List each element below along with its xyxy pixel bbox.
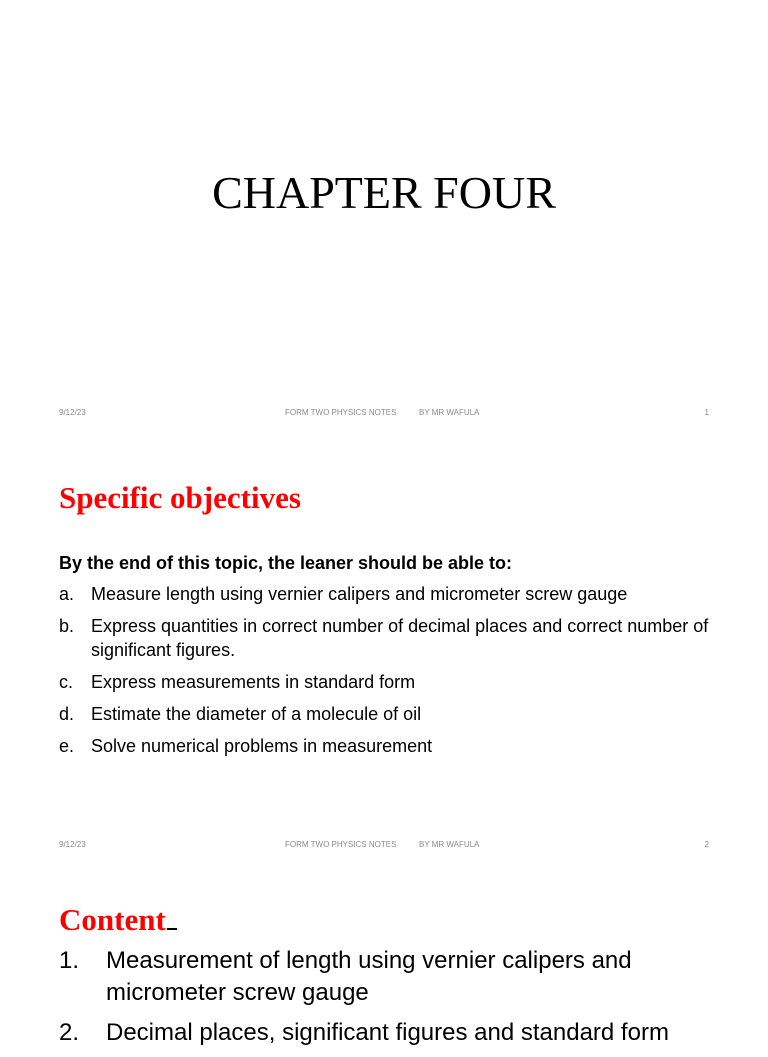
footer-author: BY MR WAFULA: [419, 840, 480, 849]
list-item: [59, 670, 719, 694]
list-item: [59, 1017, 719, 1049]
footer-title: FORM TWO PHYSICS NOTES: [285, 408, 397, 417]
slide-1: [0, 0, 768, 430]
list-item-label: d.: [59, 704, 75, 724]
text-cursor: [167, 904, 177, 930]
list-item: [59, 734, 719, 758]
list-item-label: a.: [59, 584, 75, 604]
list-item-text: Express measurements in standard form: [91, 672, 416, 692]
content-heading: [59, 900, 177, 940]
footer-page-number: 1: [704, 408, 709, 417]
list-item-text: Solve numerical problems in measurement: [91, 736, 433, 756]
footer-page-number: 2: [704, 840, 709, 849]
slide-footer: [0, 840, 768, 854]
list-item-text: Express quantities in correct number of decimal places and correct number of significant figures.: [91, 616, 709, 660]
footer-author: BY MR WAFULA: [419, 408, 480, 417]
objectives-heading: Specific objectives: [59, 480, 301, 515]
footer-date: 9/12/23: [59, 840, 86, 849]
content-heading-text: Content: [59, 902, 166, 937]
objectives-intro: By the end of this topic, the leaner should be able to:: [59, 553, 513, 573]
list-item-text: Measure length using vernier calipers and micrometer screw gauge: [91, 584, 628, 604]
list-item-text: Measurement of length using vernier calipers and micrometer screw gauge: [106, 947, 632, 1006]
list-item: [59, 945, 719, 1009]
list-item-label: 1.: [59, 947, 80, 974]
objectives-list: [59, 582, 719, 766]
list-item-text: Decimal places, significant figures and standard form: [106, 1019, 669, 1046]
chapter-title: CHAPTER FOUR: [212, 167, 556, 218]
list-item-label: c.: [59, 672, 74, 692]
footer-date: 9/12/23: [59, 408, 86, 417]
list-item-label: b.: [59, 616, 75, 636]
slide-footer: [0, 408, 768, 422]
list-item-label: 2.: [59, 1019, 80, 1046]
list-item-text: Estimate the diameter of a molecule of oil: [91, 704, 422, 724]
list-item: [59, 614, 719, 662]
content-list: [59, 945, 719, 1057]
list-item-label: e.: [59, 736, 75, 756]
list-item: [59, 582, 719, 606]
list-item: [59, 702, 719, 726]
footer-title: FORM TWO PHYSICS NOTES: [285, 840, 397, 849]
